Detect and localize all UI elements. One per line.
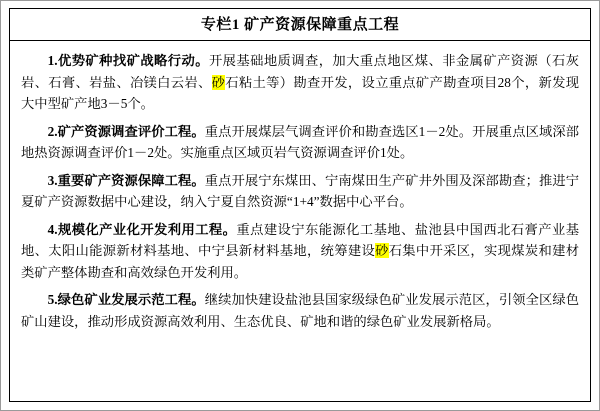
paragraph-text: 重点建设宁东能源化工基地、盐池县中国西北石膏产业基地、太阳山能源新材料基地、中宁县新材料基地，统筹建设 [21,221,579,259]
box-title: 专栏1 矿产资源保障重点工程 [10,9,590,41]
document-paragraph [21,167,579,216]
paragraph-heading-text: 1.优势矿种找矿战略行动。 [47,53,209,68]
document-paragraph [21,118,579,167]
paragraph-text: 石粘土等）勘查开发，设立重点矿产勘查项目28个，新发现大中型矿产地3－5个。 [21,74,580,112]
paragraph-text: 开展基础地质调查，加大重点地区煤、非金属矿产资源（石灰岩、石膏、岩盐、冶镁白云岩、 [21,53,579,90]
highlighted-text: 砂 [375,243,389,259]
document-paragraph [21,216,579,287]
paragraph-heading-text: 3.重要矿产资源保障工程。 [47,172,205,188]
highlighted-text: 砂 [211,74,226,90]
paragraph-text: 继续加快建设盐池县国家级绿色矿业发展示范区，引领全区绿色矿山建设，推动形成资源高效利用、生态优良、矿地和谐的绿色矿业发展新格局。 [21,292,579,329]
document-paragraph [21,47,579,118]
paragraph-text: 重点开展宁东煤田、宁南煤田生产矿井外围及深部勘查；推进宁夏矿产资源数据中心建设，纳入宁夏自然资源“1+4”数据中心平台。 [21,172,579,210]
paragraph-text: 石集中开采区，实现煤炭和建材类矿产整体勘查和高效绿色开发利用。 [21,243,580,280]
paragraph-heading-text: 4.规模化产业化开发利用工程。 [47,221,237,237]
paragraph-text: 重点开展煤层气调查评价和勘查选区1－2处。开展重点区域深部地热资源调查评价1－2处。实施重点区域页岩气资源调查评价1处。 [21,123,579,161]
box-body [10,41,590,335]
document-paragraph [21,286,579,335]
paragraph-heading-text: 2.矿产资源调查评价工程。 [47,123,205,139]
paragraph-heading-text: 5.绿色矿业发展示范工程。 [47,292,205,308]
highlight-box [9,8,591,402]
